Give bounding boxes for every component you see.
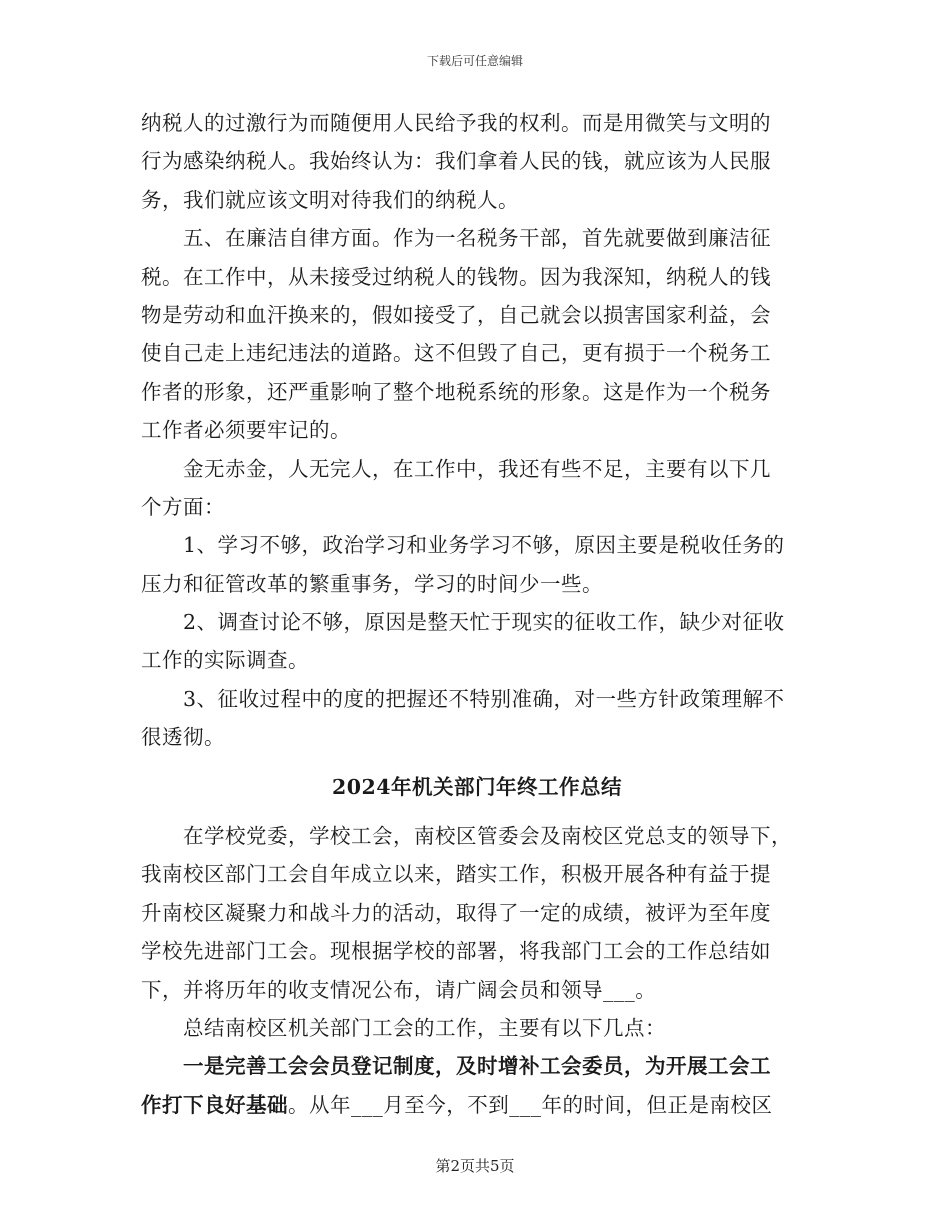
text-line: 个方面： xyxy=(141,494,225,519)
paragraph-5 xyxy=(141,603,813,680)
bold-text-span: 作打下良好基础 xyxy=(141,1092,288,1117)
bold-text-line: 一是完善工会会员登记制度，及时增补工会委员，为开展工会工 xyxy=(183,1054,771,1079)
paragraph-3 xyxy=(141,450,813,527)
text-line: 下，并将历年的收支情况公布，请广阔会员和领导___。 xyxy=(141,977,657,1002)
paragraph-1 xyxy=(141,104,813,219)
text-line: 升南校区凝聚力和战斗力的活动，取得了一定的成绩，被评为至年度 xyxy=(141,900,771,925)
text-line: 行为感染纳税人。我始终认为：我们拿着人民的钱，就应该为人民服 xyxy=(141,149,771,174)
text-line: 纳税人的过激行为而随便用人民给予我的权利。而是用微笑与文明的 xyxy=(141,111,771,135)
text-line: 压力和征管改革的繁重事务，学习的时间少一些。 xyxy=(141,571,603,596)
text-line: 金无赤金，人无完人，在工作中，我还有些不足，主要有以下几 xyxy=(183,456,771,481)
text-line: 五、在廉洁自律方面。作为一名税务干部，首先就要做到廉洁征 xyxy=(183,226,771,251)
text-line: 在学校党委，学校工会，南校区管委会及南校区党总支的领导下， xyxy=(183,824,792,849)
text-line: 2、调查讨论不够，原因是整天忙于现实的征收工作，缺少对征收 xyxy=(183,610,785,635)
paragraph-2 xyxy=(141,219,813,449)
text-span: 。从年___月至今，不到___年的时间，但正是南校区 xyxy=(288,1092,773,1117)
text-line: 1、学习不够，政治学习和业务学习不够，原因主要是税收任务的 xyxy=(183,533,785,558)
text-line: 很透彻。 xyxy=(141,725,225,750)
paragraph-9 xyxy=(141,1047,813,1124)
text-line: 使自己走上违纪违法的道路。这不但毁了自己，更有损于一个税务工 xyxy=(141,341,771,366)
text-line: 作者的形象，还严重影响了整个地税系统的形象。这是作为一个税务 xyxy=(141,379,771,404)
text-line: 我南校区部门工会自年成立以来，踏实工作，积极开展各种有益于提 xyxy=(141,862,771,887)
text-line: 学校先进部门工会。现根据学校的部署，将我部门工会的工作总结如 xyxy=(141,939,771,964)
text-line: 工作者必须要牢记的。 xyxy=(141,418,351,443)
paragraph-4 xyxy=(141,526,813,603)
text-line: 物是劳动和血汗换来的，假如接受了，自己就会以损害国家利益，会 xyxy=(141,302,771,327)
paragraph-7 xyxy=(141,817,813,1009)
mixed-text-line xyxy=(141,1086,813,1124)
text-line: 务，我们就应该文明对待我们的纳税人。 xyxy=(141,187,519,212)
page-footer: 第2页共5页 xyxy=(435,1157,515,1175)
text-line: 税。在工作中，从未接受过纳税人的钱物。因为我深知，纳税人的钱 xyxy=(141,264,771,289)
text-line: 工作的实际调查。 xyxy=(141,648,309,673)
paragraph-6 xyxy=(141,680,813,757)
text-line: 总结南校区机关部门工会的工作，主要有以下几点： xyxy=(183,1015,666,1040)
section-title: 2024年机关部门年终工作总结 xyxy=(331,774,623,799)
header-note: 下载后可任意编辑 xyxy=(426,54,523,68)
text-line: 3、征收过程中的度的把握还不特别准确，对一些方针政策理解不 xyxy=(183,686,785,711)
document-body xyxy=(141,104,813,1124)
paragraph-8 xyxy=(141,1009,813,1047)
